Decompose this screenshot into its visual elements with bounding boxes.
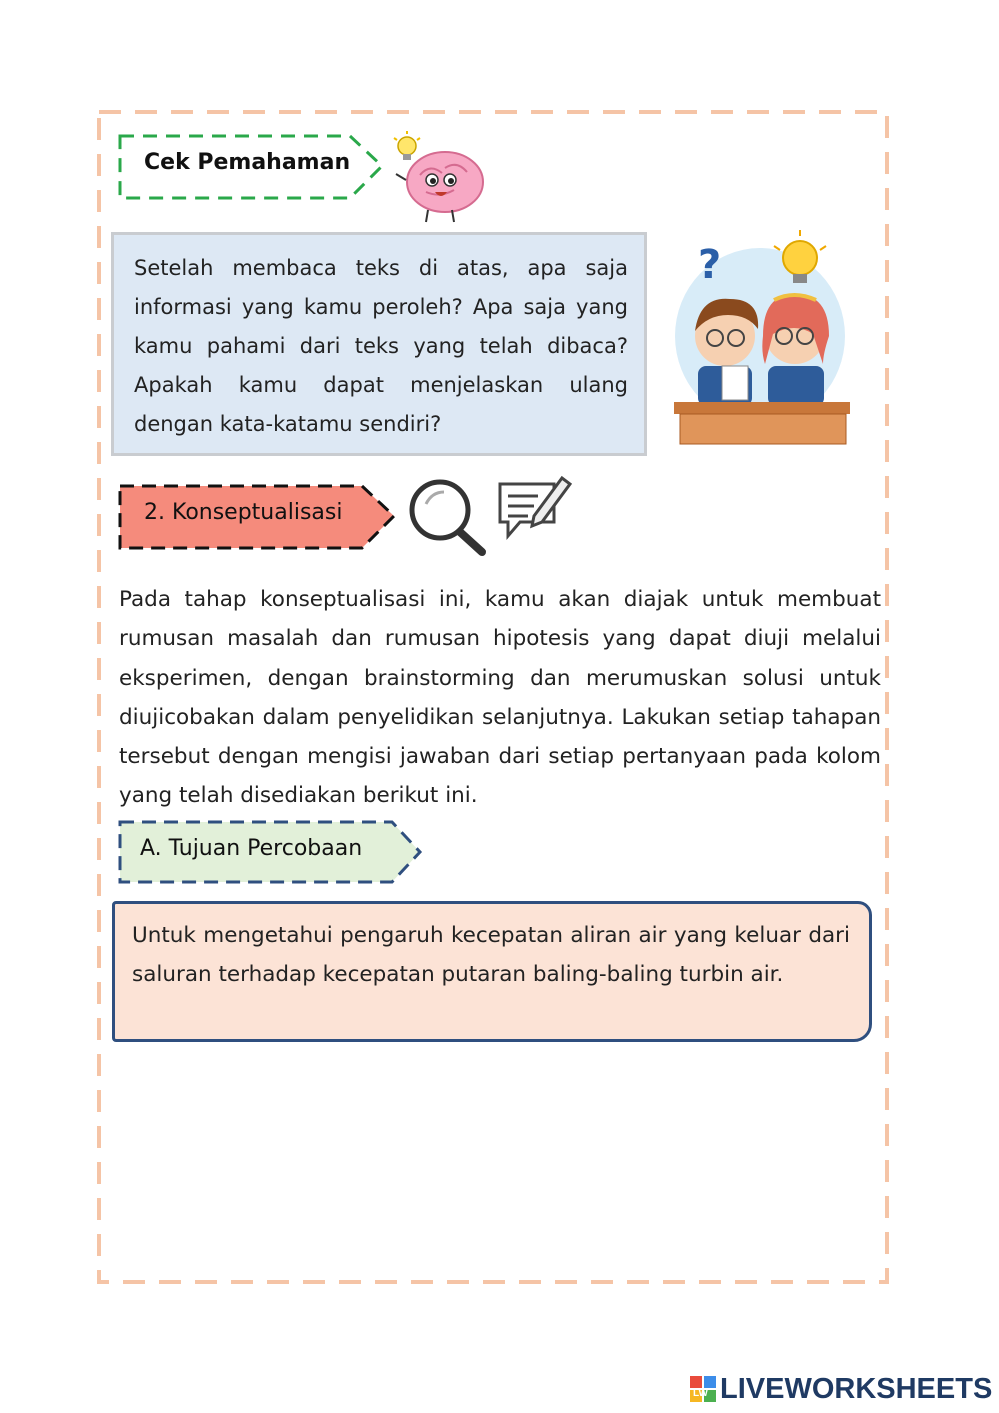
brand-name: LIVEWORKSHEETS <box>720 1372 993 1405</box>
tujuan-percobaan-title: A. Tujuan Percobaan <box>140 836 363 861</box>
students-illustration <box>670 226 860 450</box>
konseptualisasi-title: 2. Konseptualisasi <box>144 500 343 525</box>
tujuan-answer-text: Untuk mengetahui pengaruh kecepatan aliran air yang keluar dari saluran terhadap kecepatan putaran baling-baling turbin air. <box>132 923 850 987</box>
konseptualisasi-paragraph: Pada tahap konseptualisasi ini, kamu akan diajak untuk membuat rumusan masalah dan rumusan hipotesis yang dapat diuji melalui eksperimen, dengan brainstorming dan merumuskan solusi untuk diujicobakan dalam penyelidikan selanjutnya. Lakukan setiap tahapan tersebut dengan mengisi jawaban dari setiap pertanyaan pada kolom yang telah disediakan berikut ini. <box>119 587 881 809</box>
tujuan-answer-box[interactable] <box>112 901 872 1042</box>
magnifier-icon <box>404 474 490 558</box>
chat-pencil-icon <box>494 470 574 550</box>
cek-pemahaman-title: Cek Pemahaman <box>144 150 351 175</box>
liveworksheets-logo-icon <box>690 1376 716 1402</box>
logo-mark-text: LW <box>693 1388 708 1399</box>
question-mark-icon: ? <box>698 242 722 288</box>
brain-mascot-icon <box>390 130 490 225</box>
cek-question-text: Setelah membaca teks di atas, apa saja informasi yang kamu peroleh? Apa saja yang kamu pahami dari teks yang telah dibaca? Apakah kamu dapat menjelaskan ulang dengan kata-katamu sendiri? <box>134 256 628 436</box>
cek-question-box <box>111 232 647 456</box>
liveworksheets-logo <box>690 1372 992 1406</box>
